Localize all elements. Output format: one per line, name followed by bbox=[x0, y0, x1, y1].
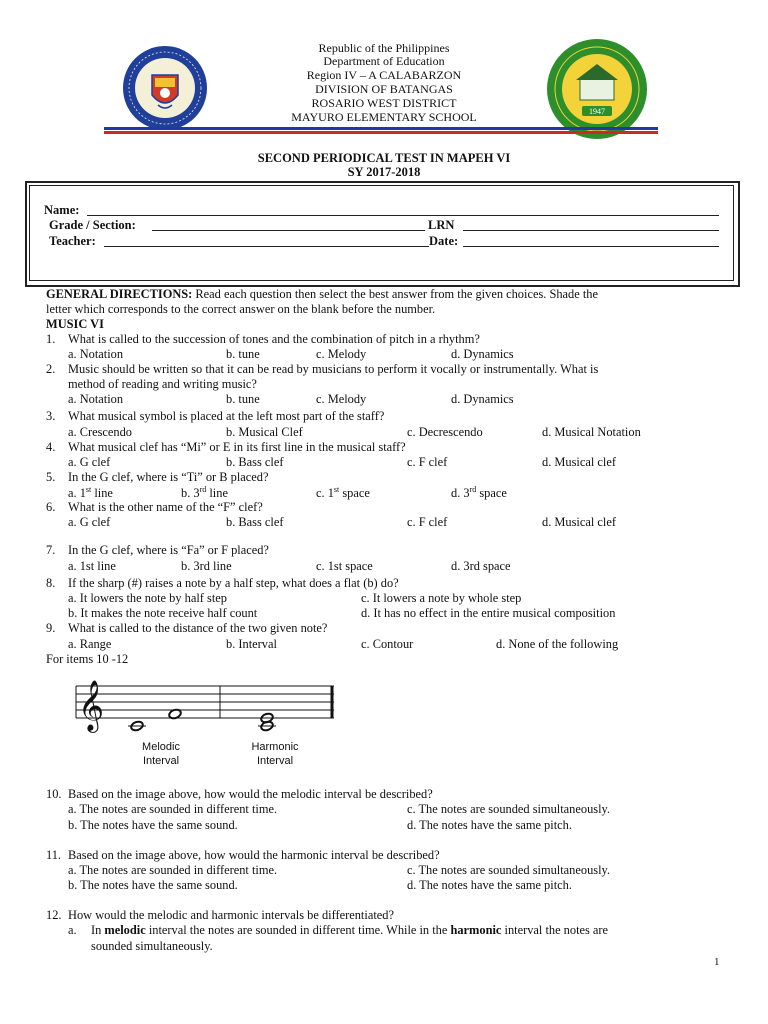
q5-text: In the G clef, where is “Ti” or B placed? bbox=[68, 470, 269, 484]
header-line-region: Region IV – A CALABARZON bbox=[306, 68, 462, 82]
q10-choice-a[interactable]: a. The notes are sounded in different time. bbox=[68, 802, 278, 816]
harmonic-interval-label: Harmonic Interval bbox=[251, 741, 299, 767]
grade-section-field[interactable] bbox=[152, 230, 425, 231]
q1-choice-b[interactable]: b. tune bbox=[226, 347, 260, 361]
q2-choice-c[interactable]: c. Melody bbox=[316, 392, 367, 406]
date-label: Date: bbox=[429, 234, 459, 248]
q1-choice-c[interactable]: c. Melody bbox=[316, 347, 367, 361]
q12-choice-a-line2: sounded simultaneously. bbox=[91, 939, 213, 953]
q5-choice-b[interactable]: b. 3rd line bbox=[181, 485, 228, 500]
header-line-department: Department of Education bbox=[323, 54, 445, 68]
q2-text-line2: method of reading and writing music? bbox=[68, 377, 257, 391]
q11-number: 11. bbox=[46, 848, 62, 862]
test-title: SECOND PERIODICAL TEST IN MAPEH VI bbox=[257, 151, 511, 165]
q8-number: 8. bbox=[46, 576, 56, 590]
svg-text:1947: 1947 bbox=[589, 107, 605, 116]
items-10-12-label: For items 10 -12 bbox=[46, 652, 129, 666]
q3-choice-a[interactable]: a. Crescendo bbox=[68, 425, 132, 439]
directions-label: GENERAL DIRECTIONS: bbox=[46, 287, 193, 301]
treble-clef-icon: 𝄞 bbox=[78, 680, 105, 731]
q8-choice-c[interactable]: c. It lowers a note by whole step bbox=[361, 591, 522, 605]
q12-text: How would the melodic and harmonic intervals be differentiated? bbox=[68, 908, 394, 922]
school-year: SY 2017-2018 bbox=[347, 165, 421, 179]
q11-choice-b[interactable]: b. The notes have the same sound. bbox=[68, 878, 238, 892]
q5-choice-d[interactable]: d. 3rd space bbox=[451, 485, 507, 500]
page-number: 1 bbox=[714, 956, 720, 968]
general-directions bbox=[46, 287, 598, 302]
q9-number: 9. bbox=[46, 621, 56, 635]
q9-choice-a[interactable]: a. Range bbox=[68, 637, 112, 651]
q6-choice-a[interactable]: a. G clef bbox=[68, 515, 111, 529]
directions-line1: Read each question then select the best answer from the given choices. Shade the bbox=[195, 287, 598, 301]
q6-choice-b[interactable]: b. Bass clef bbox=[226, 515, 284, 529]
interval-figure bbox=[72, 676, 338, 736]
q11-choice-a[interactable]: a. The notes are sounded in different time. bbox=[68, 863, 278, 877]
q2-choice-b[interactable]: b. tune bbox=[226, 392, 260, 406]
q2-number: 2. bbox=[46, 362, 56, 376]
melodic-interval-label: Melodic Interval bbox=[142, 741, 180, 767]
music-staff bbox=[72, 676, 338, 736]
q3-choice-d[interactable]: d. Musical Notation bbox=[542, 425, 641, 439]
q12-number: 12. bbox=[46, 908, 62, 922]
q11-choice-d[interactable]: d. The notes have the same pitch. bbox=[407, 878, 572, 892]
header-line-division: DIVISION OF BATANGAS bbox=[315, 82, 453, 96]
q7-text: In the G clef, where is “Fa” or F placed? bbox=[68, 543, 269, 557]
q7-number: 7. bbox=[46, 543, 56, 557]
q1-number: 1. bbox=[46, 332, 56, 346]
q10-number: 10. bbox=[46, 787, 62, 801]
q11-choice-c[interactable]: c. The notes are sounded simultaneously. bbox=[407, 863, 611, 877]
q8-choice-d[interactable]: d. It has no effect in the entire musical composition bbox=[361, 606, 616, 620]
q9-choice-b[interactable]: b. Interval bbox=[226, 637, 277, 651]
section-title: MUSIC VI bbox=[46, 317, 104, 331]
q8-text: If the sharp (#) raises a note by a half step, what does a flat (b) do? bbox=[68, 576, 399, 590]
q3-number: 3. bbox=[46, 409, 56, 423]
q3-choice-b[interactable]: b. Musical Clef bbox=[226, 425, 303, 439]
q6-choice-d[interactable]: d. Musical clef bbox=[542, 515, 616, 529]
q5-number: 5. bbox=[46, 470, 56, 484]
header-rule-red bbox=[104, 131, 658, 134]
q7-choice-d[interactable]: d. 3rd space bbox=[451, 559, 511, 573]
q5-choice-a[interactable]: a. 1st line bbox=[68, 485, 113, 500]
q2-choice-a[interactable]: a. Notation bbox=[68, 392, 124, 406]
header-line-school: MAYURO ELEMENTARY SCHOOL bbox=[291, 110, 477, 124]
q9-choice-c[interactable]: c. Contour bbox=[361, 637, 414, 651]
q12-choice-a-label[interactable]: a. bbox=[68, 923, 77, 937]
q12-choice-a[interactable]: In melodic interval the notes are sounded in different time. While in the harmonic interval the notes are bbox=[91, 923, 609, 937]
q5-choice-c[interactable]: c. 1st space bbox=[316, 485, 370, 500]
info-box-inner bbox=[29, 185, 734, 281]
grade-section-label: Grade / Section: bbox=[49, 218, 136, 232]
lrn-label: LRN bbox=[428, 218, 455, 232]
directions-line2: letter which corresponds to the correct answer on the blank before the number. bbox=[46, 302, 436, 316]
header-line-district: ROSARIO WEST DISTRICT bbox=[311, 96, 457, 110]
q9-text: What is called to the distance of the two given note? bbox=[68, 621, 328, 635]
q10-text: Based on the image above, how would the melodic interval be described? bbox=[68, 787, 433, 801]
header-rule-blue bbox=[104, 127, 658, 130]
q6-text: What is the other name of the “F” clef? bbox=[68, 500, 263, 514]
q4-choice-d[interactable]: d. Musical clef bbox=[542, 455, 616, 469]
q9-choice-d[interactable]: d. None of the following bbox=[496, 637, 619, 651]
header-line-republic: Republic of the Philippines bbox=[318, 41, 450, 55]
q4-text: What musical clef has “Mi” or E in its first line in the musical staff? bbox=[68, 440, 406, 454]
q3-choice-c[interactable]: c. Decrescendo bbox=[407, 425, 483, 439]
q2-choice-d[interactable]: d. Dynamics bbox=[451, 392, 514, 406]
q7-choice-b[interactable]: b. 3rd line bbox=[181, 559, 232, 573]
lrn-field[interactable] bbox=[463, 230, 719, 231]
q8-choice-b[interactable]: b. It makes the note receive half count bbox=[68, 606, 258, 620]
q4-number: 4. bbox=[46, 440, 56, 454]
q7-choice-a[interactable]: a. 1st line bbox=[68, 559, 116, 573]
q3-text: What musical symbol is placed at the left most part of the staff? bbox=[68, 409, 385, 423]
q4-choice-b[interactable]: b. Bass clef bbox=[226, 455, 284, 469]
q2-text-line1: Music should be written so that it can be read by musicians to perform it vocally or instrumentally. What is bbox=[68, 362, 599, 376]
q8-choice-a[interactable]: a. It lowers the note by half step bbox=[68, 591, 227, 605]
teacher-field[interactable] bbox=[104, 246, 429, 247]
q1-choice-d[interactable]: d. Dynamics bbox=[451, 347, 514, 361]
q11-text: Based on the image above, how would the harmonic interval be described? bbox=[68, 848, 440, 862]
teacher-label: Teacher: bbox=[49, 234, 96, 248]
name-field[interactable] bbox=[87, 215, 719, 216]
q1-text: What is called to the succession of tones and the combination of pitch in a rhythm? bbox=[68, 332, 480, 346]
q10-choice-b[interactable]: b. The notes have the same sound. bbox=[68, 818, 238, 832]
q6-choice-c[interactable]: c. F clef bbox=[407, 515, 448, 529]
q4-choice-a[interactable]: a. G clef bbox=[68, 455, 111, 469]
q7-choice-c[interactable]: c. 1st space bbox=[316, 559, 373, 573]
q6-number: 6. bbox=[46, 500, 56, 514]
q1-choice-a[interactable]: a. Notation bbox=[68, 347, 124, 361]
date-field[interactable] bbox=[463, 246, 719, 247]
q4-choice-c[interactable]: c. F clef bbox=[407, 455, 448, 469]
q10-choice-d[interactable]: d. The notes have the same pitch. bbox=[407, 818, 572, 832]
q10-choice-c[interactable]: c. The notes are sounded simultaneously. bbox=[407, 802, 611, 816]
name-label: Name: bbox=[44, 203, 80, 217]
